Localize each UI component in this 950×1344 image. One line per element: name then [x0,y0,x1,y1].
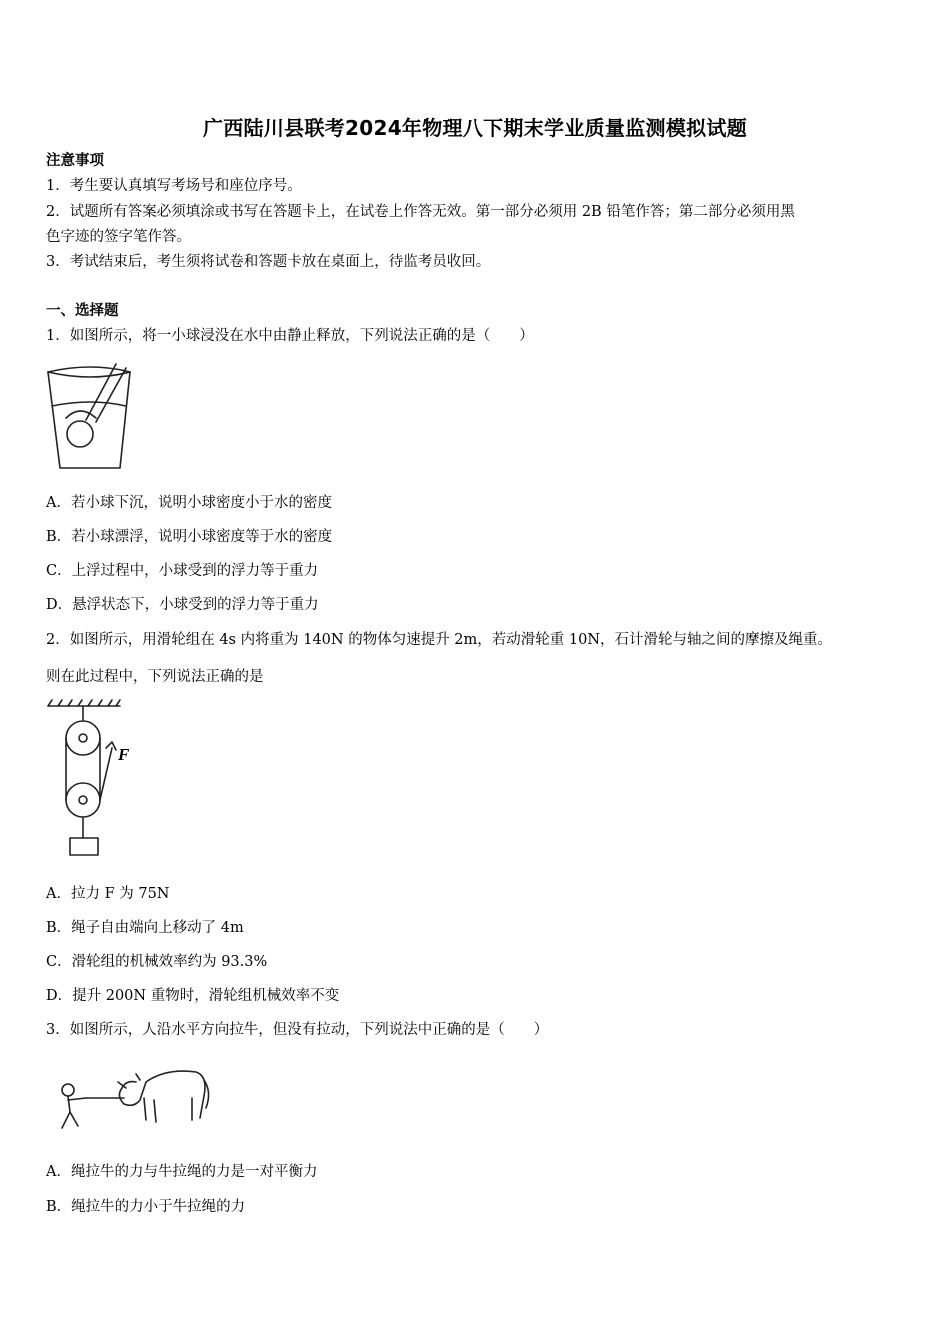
notice-item-1: 1．考生要认真填写考场号和座位序号。 [46,178,302,194]
question-2-option-d[interactable]: D．提升 200N 重物时，滑轮组机械效率不变 [46,988,340,1004]
question-1-stem: 1．如图所示，将一小球浸没在水中由静止释放，下列说法正确的是（ ） [46,328,534,344]
pulley-figure [46,700,136,860]
question-3-stem: 3．如图所示，人沿水平方向拉牛，但没有拉动，下列说法中正确的是（ ） [46,1022,549,1038]
notice-item-3: 3．考试结束后，考生须将试卷和答题卡放在桌面上，待监考员收回。 [46,254,491,270]
question-3-option-a[interactable]: A．绳拉牛的力与牛拉绳的力是一对平衡力 [46,1164,318,1180]
page-title: 广西陆川县联考2024年物理八下期末学业质量监测模拟试题 [202,116,748,140]
question-2-option-c[interactable]: C．滑轮组的机械效率约为 93.3% [46,954,268,970]
person-pulling-ox-figure [56,1052,211,1132]
notice-item-2: 2．试题所有答案必须填涂或书写在答题卡上，在试卷上作答无效。第一部分必须用 2B 铅笔作答；第二部分必须用黑 [46,204,795,220]
question-1-option-b[interactable]: B．若小球漂浮，说明小球密度等于水的密度 [46,529,333,545]
question-1-option-c[interactable]: C．上浮过程中，小球受到的浮力等于重力 [46,563,319,579]
notice-heading: 注意事项 [46,152,104,169]
question-2-stem: 2．如图所示，用滑轮组在 4s 内将重为 140N 的物体匀速提升 2m，若动滑轮重 10N，石计滑轮与轴之间的摩擦及绳重。 [46,632,833,648]
beaker-ball-figure [46,358,136,473]
question-1-option-d[interactable]: D．悬浮状态下，小球受到的浮力等于重力 [46,597,319,613]
notice-item-2-cont: 色字迹的签字笔作答。 [46,229,191,245]
section-heading: 一、选择题 [46,302,119,319]
question-2-option-b[interactable]: B．绳子自由端向上移动了 4m [46,920,244,936]
question-2-option-a[interactable]: A．拉力 F 为 75N [46,886,170,902]
question-3-option-b[interactable]: B．绳拉牛的力小于牛拉绳的力 [46,1199,246,1215]
question-2-stem-cont: 则在此过程中，下列说法正确的是 [46,669,264,685]
question-1-option-a[interactable]: A．若小球下沉，说明小球密度小于水的密度 [46,495,332,511]
force-label: F [118,745,130,764]
